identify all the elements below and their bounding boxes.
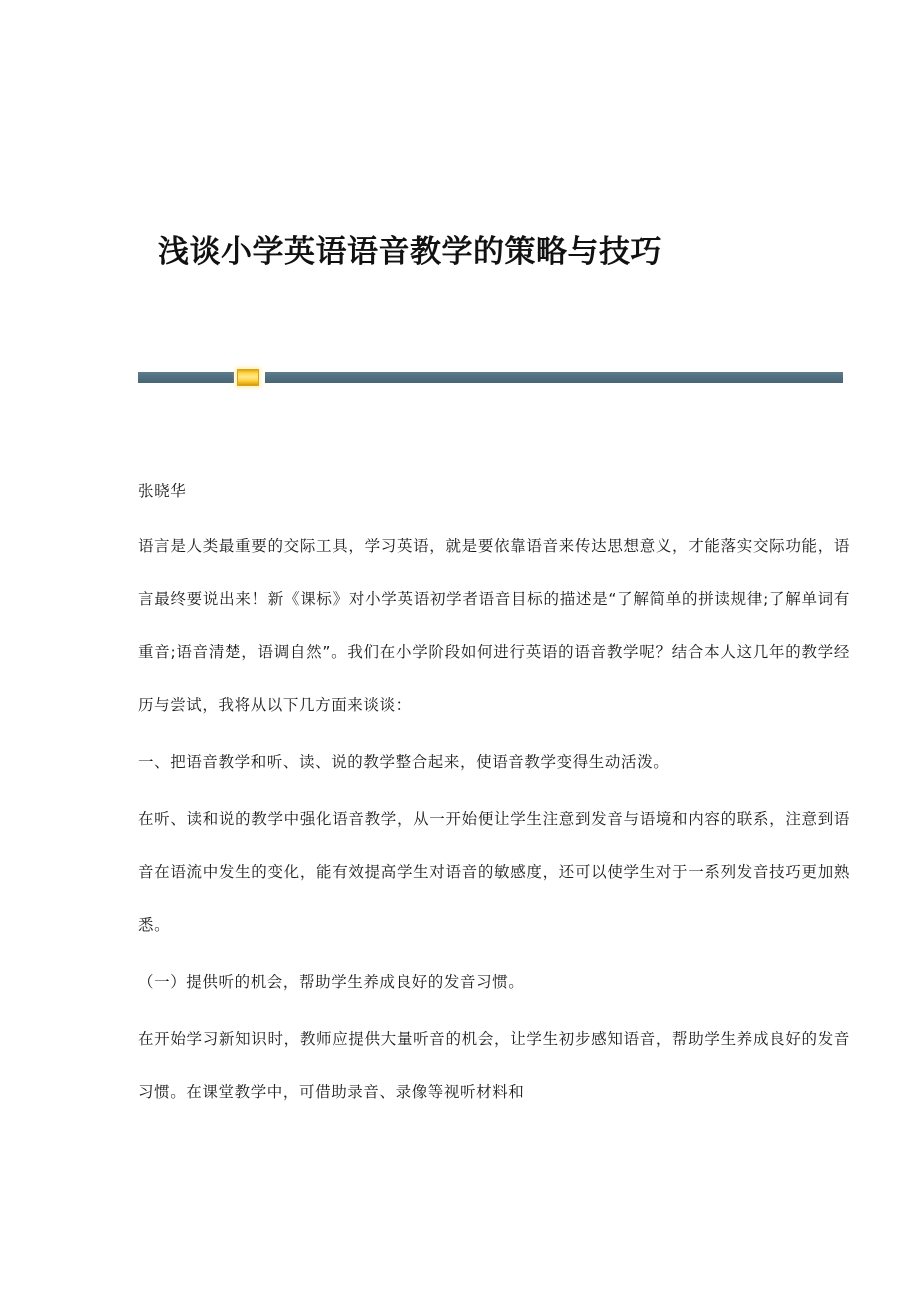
paragraph-subsection-1-1-body: 在开始学习新知识时，教师应提供大量听音的机会，让学生初步感知语音，帮助学生养成良好的发音习惯。在课堂教学中，可借助录音、录像等视听材料和: [138, 1030, 850, 1101]
document-body: [138, 468, 850, 1123]
paragraph-intro: 语言是人类最重要的交际工具，学习英语，就是要依靠语音来传达思想意义，才能落实交际功能，语言最终要说出来！新《课标》对小学英语初学者语音目标的描述是“了解简单的拼读规律;了解单词有重音;语音清楚，语调自然”。我们在小学阶段如何进行英语的语音教学呢？结合本人这几年的教学经历与尝试，我将从以下几方面来谈谈：: [138, 537, 850, 714]
decorative-divider: [138, 372, 843, 383]
author-name: 张晓华: [138, 482, 187, 500]
section-heading-1: 一、把语音教学和听、读、说的教学整合起来，使语音教学变得生动活泼。: [138, 753, 670, 771]
gold-gem-accent-icon: [237, 369, 259, 386]
divider-bar-right: [265, 372, 843, 383]
sub-heading-1-1: （一）提供听的机会，帮助学生养成良好的发音习惯。: [138, 973, 525, 991]
paragraph-section-1-body: 在听、读和说的教学中强化语音教学，从一开始便让学生注意到发音与语境和内容的联系，注意到语音在语流中发生的变化，能有效提高学生对语音的敏感度，还可以使学生对于一系列发音技巧更加熟悉。: [138, 810, 850, 934]
page-title: 浅谈小学英语语音教学的策略与技巧: [158, 233, 662, 270]
divider-bar-left: [138, 372, 234, 383]
